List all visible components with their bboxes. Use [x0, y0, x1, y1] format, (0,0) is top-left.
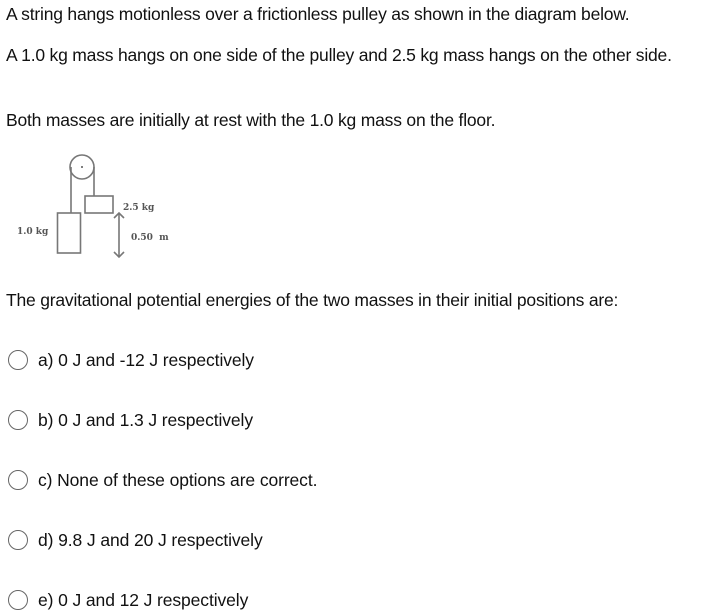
option-b[interactable] — [8, 407, 253, 433]
right-mass-box — [85, 196, 113, 213]
option-d-label: d) 9.8 J and 20 J respectively — [38, 529, 263, 550]
question-prompt: The gravitational potential energies of the two masses in their initial positions are: — [6, 290, 619, 310]
option-a[interactable] — [8, 347, 254, 373]
option-c[interactable] — [8, 467, 317, 493]
question-paragraph-2: A 1.0 kg mass hangs on one side of the pulley and 2.5 kg mass hangs on the other side. — [6, 45, 672, 65]
radio-button-c[interactable] — [8, 470, 28, 490]
question-paragraph-1: A string hangs motionless over a frictionless pulley as shown in the diagram below. — [6, 4, 630, 24]
option-a-label: a) 0 J and -12 J respectively — [38, 349, 254, 370]
option-e[interactable] — [8, 587, 248, 613]
pulley-diagram — [0, 145, 200, 265]
height-label: 0.50 m — [131, 233, 169, 243]
option-e-label: e) 0 J and 12 J respectively — [38, 589, 249, 610]
right-mass-label: 2.5 kg — [123, 203, 155, 213]
radio-button-b[interactable] — [8, 410, 28, 430]
option-d[interactable] — [8, 527, 263, 553]
option-c-label: c) None of these options are correct. — [38, 469, 318, 490]
radio-button-d[interactable] — [8, 530, 28, 550]
left-mass-label: 1.0 kg — [17, 227, 49, 237]
radio-button-a[interactable] — [8, 350, 28, 370]
radio-button-e[interactable] — [8, 590, 28, 610]
left-mass-box — [58, 213, 81, 253]
question-paragraph-3: Both masses are initially at rest with the 1.0 kg mass on the floor. — [6, 110, 496, 130]
option-b-label: b) 0 J and 1.3 J respectively — [38, 409, 253, 430]
